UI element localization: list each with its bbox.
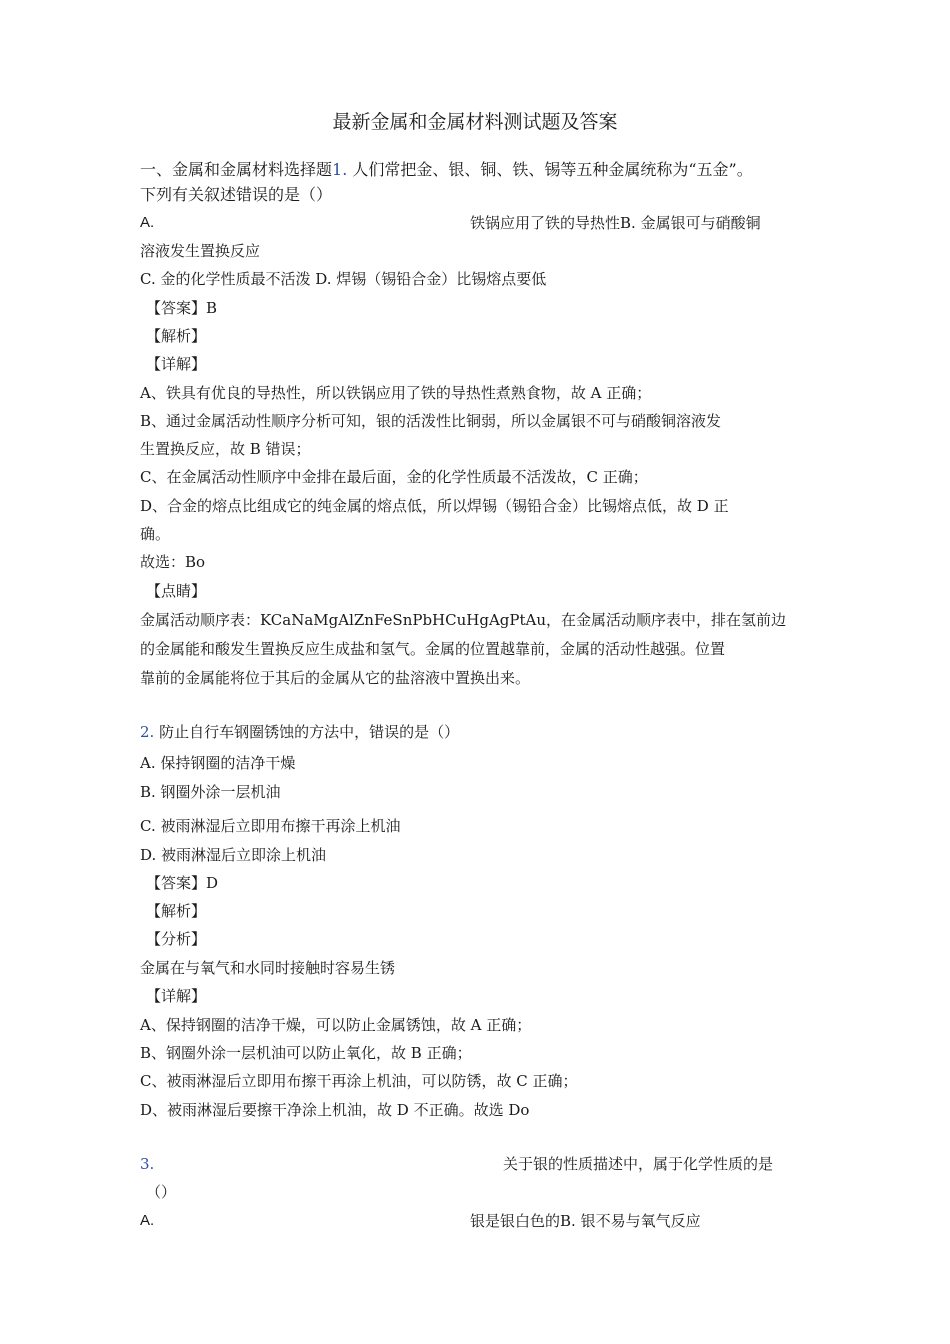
detail-line: C、被雨淋湿后立即用布擦干再涂上机油，可以防锈，故 C 正确；: [140, 1072, 578, 1090]
analysis-label: 【解析】: [146, 327, 207, 345]
option-c-d-line: C. 金的化学性质最不活泼 D. 焊锡（锡铅合金）比锡熔点要低: [140, 270, 547, 288]
option-b-text: B. 银不易与氧气反应: [560, 1212, 701, 1230]
analysis-label: 【解析】: [146, 902, 207, 920]
detail-line: B、钢圈外涂一层机油可以防止氧化，故 B 正确；: [140, 1044, 472, 1062]
option-a-text: 铁锅应用了铁的导热性: [470, 214, 621, 232]
analysis-text: 金属在与氧气和水同时接触时容易生锈: [140, 959, 396, 977]
answer-label: 【答案】B: [146, 299, 218, 317]
detail-line: A、保持钢圈的洁净干燥，可以防止金属锈蚀，故 A 正确；: [140, 1016, 532, 1034]
option-d: D. 被雨淋湿后立即涂上机油: [140, 846, 327, 864]
detail-label: 【详解】: [146, 355, 207, 373]
option-a-b-line: [470, 1211, 701, 1231]
option-a-label: A.: [140, 214, 155, 231]
option-a: A. 保持钢圈的洁净干燥: [140, 754, 296, 772]
question-stem: 关于银的性质描述中，属于化学性质的是: [503, 1155, 774, 1173]
question-1-heading: [140, 160, 753, 180]
option-a-text: 银是银白色的: [470, 1212, 561, 1230]
detail-label: 【详解】: [146, 987, 207, 1005]
question-stem: 人们常把金、银、铜、铁、锡等五种金属统称为“五金”。: [352, 160, 753, 179]
detail-line: 生置换反应，故 B 错误；: [140, 440, 311, 458]
detail-line: A、铁具有优良的导热性，所以铁锅应用了铁的导热性煮熟食物，故 A 正确；: [140, 384, 652, 402]
option-a-b-line: [470, 213, 761, 233]
option-b-continued: 溶液发生置换反应: [140, 242, 261, 260]
question-stem: 防止自行车钢圈锈蚀的方法中，错误的是（）: [159, 723, 460, 741]
detail-line: D、被雨淋湿后要擦干净涂上机油，故 D 不正确。故选 Do: [140, 1101, 530, 1119]
page-title: 最新金属和金属材料测试题及答案: [332, 111, 618, 133]
note-line: 靠前的金属能将位于其后的金属从它的盐溶液中置换出来。: [140, 669, 531, 687]
note-line: 金属活动顺序表：KCaNaMgAlZnFeSnPbHCuHgAgPtAu，在金属活动顺序表中，排在氢前边: [140, 611, 787, 629]
detail-line: B、通过金属活动性顺序分析可知，银的活泼性比铜弱，所以金属银不可与硝酸铜溶液发: [140, 412, 722, 430]
question-number: 1.: [332, 160, 348, 179]
analysis-sub-label: 【分析】: [146, 930, 207, 948]
option-c: C. 被雨淋湿后立即用布擦干再涂上机油: [140, 817, 401, 835]
option-b: B. 钢圈外涂一层机油: [140, 783, 281, 801]
section-heading: 一、金属和金属材料选择题: [140, 160, 333, 179]
question-2-heading: [140, 722, 459, 742]
detail-line: 确。: [140, 525, 171, 543]
answer-parentheses: （）: [146, 1183, 177, 1201]
key-point-label: 【点睛】: [146, 582, 207, 600]
option-a-label: A.: [140, 1212, 155, 1229]
detail-line: D、合金的熔点比组成它的纯金属的熔点低，所以焊锡（锡铅合金）比锡熔点低，故 D 正: [140, 497, 729, 515]
option-b-text: B. 金属银可与硝酸铜: [620, 214, 761, 232]
question-stem-line2: 下列有关叙述错误的是（）: [140, 185, 333, 204]
choice-line: 故选：Bo: [140, 553, 206, 571]
answer-label: 【答案】D: [146, 874, 219, 892]
question-number: 2.: [140, 723, 155, 741]
question-number: 3.: [140, 1155, 155, 1173]
note-line: 的金属能和酸发生置换反应生成盐和氢气。金属的位置越靠前，金属的活动性越强。位置: [140, 640, 726, 658]
detail-line: C、在金属活动性顺序中金排在最后面，金的化学性质最不活泼故，C 正确；: [140, 468, 648, 486]
